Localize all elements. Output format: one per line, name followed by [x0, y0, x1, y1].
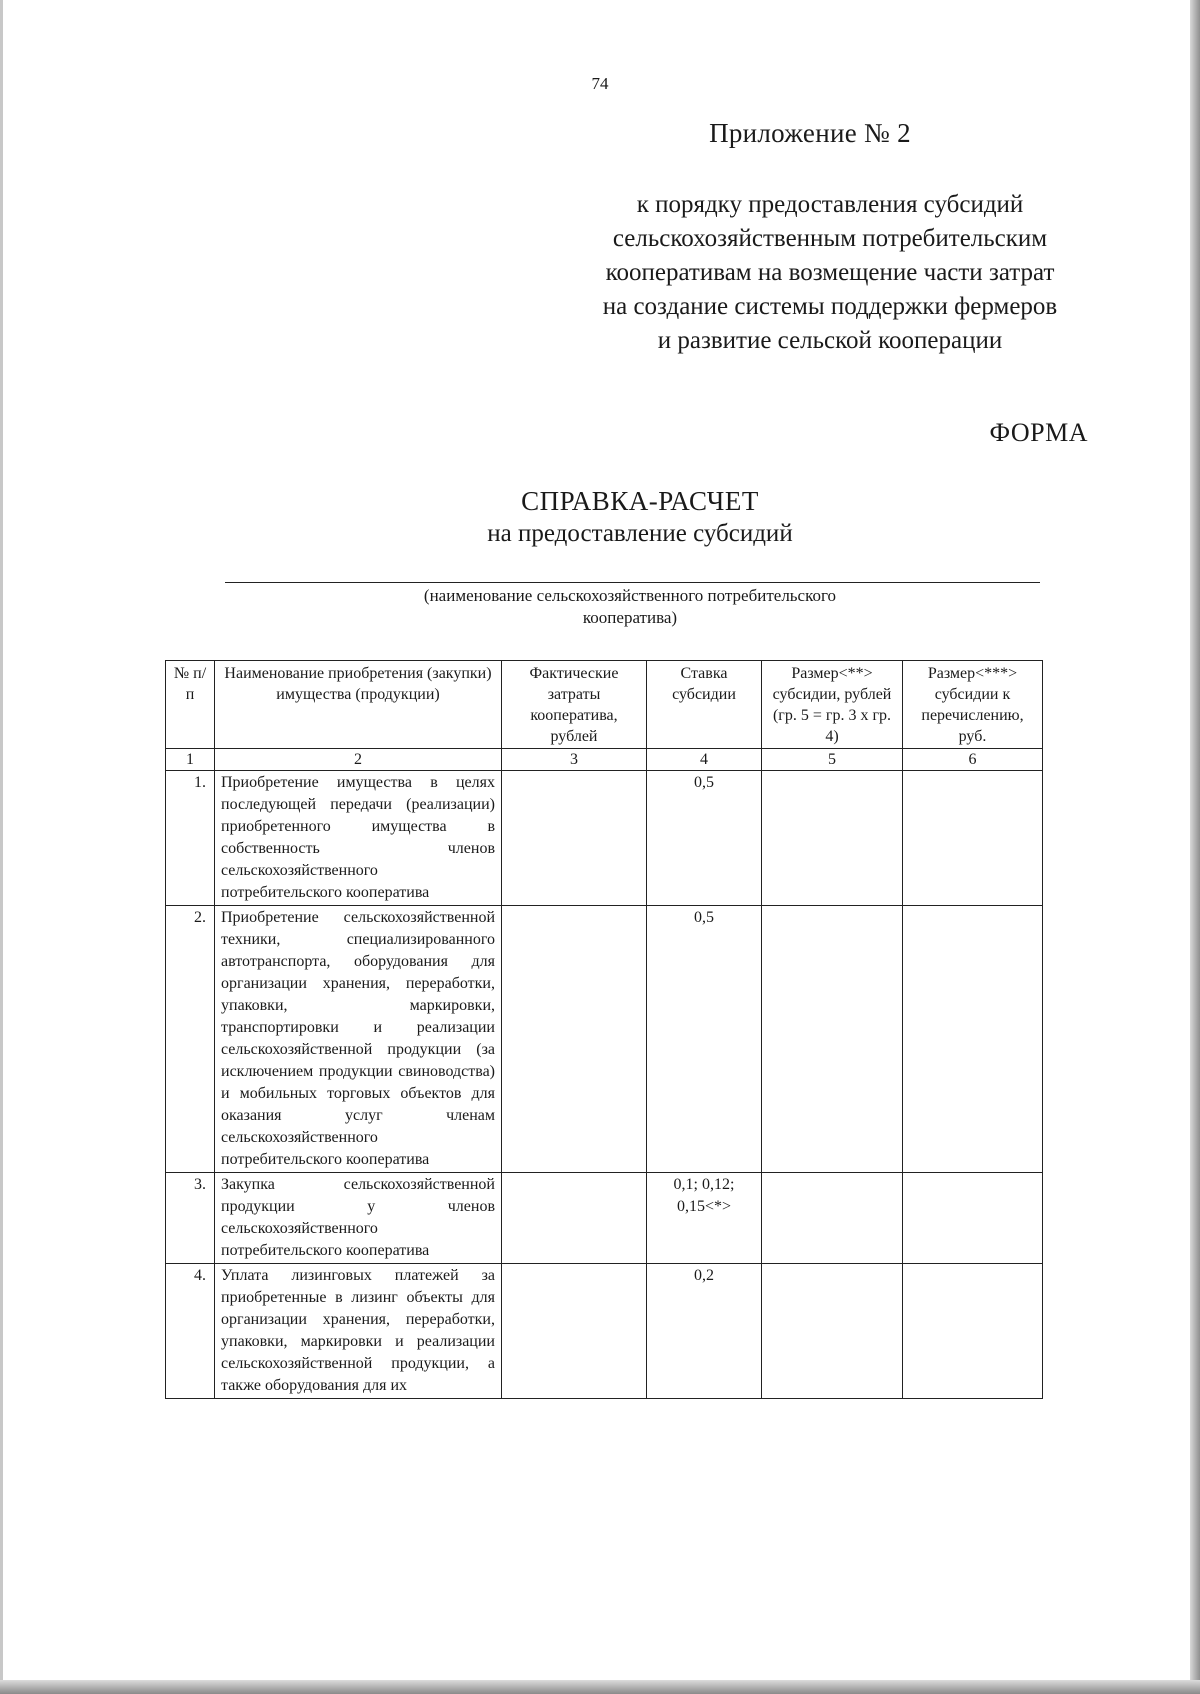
page-edge-right: [1190, 0, 1200, 1694]
row-transfer: [903, 906, 1043, 1173]
row-subsidy: [762, 771, 903, 906]
page-edge-left: [0, 0, 3, 1694]
header-cell: № п/п: [166, 661, 215, 749]
column-number: 4: [647, 749, 762, 771]
row-costs: [502, 771, 647, 906]
table-row: [166, 771, 1043, 906]
caption-line: кооператива): [582, 608, 678, 627]
header-cell: Фактические затраты кооператива, рублей: [502, 661, 647, 749]
appendix-subtitle-line: кооперативам на возмещение части затрат: [605, 259, 1055, 286]
row-costs: [502, 906, 647, 1173]
column-number: 6: [903, 749, 1043, 771]
row-rate: 0,2: [647, 1264, 762, 1399]
appendix-subtitle-line: на создание системы поддержки фермеров: [602, 293, 1058, 320]
page-number: 74: [591, 74, 609, 93]
cooperative-name-caption: [320, 585, 940, 629]
appendix-subtitle-line: сельскохозяйственным потребительским: [612, 225, 1048, 252]
header-cell: Наименование приобретения (закупки) имущества (продукции): [215, 661, 502, 749]
form-label: ФОРМА: [989, 418, 1088, 447]
row-transfer: [903, 771, 1043, 906]
caption-line: (наименование сельскохозяйственного потребительского: [423, 586, 837, 605]
row-name: Уплата лизинговых платежей за приобретенные в лизинг объекты для организации хранения, переработки, упаковки, маркировки и реализации сельскохозяйственной продукции, а также оборудования для их: [215, 1264, 502, 1399]
row-rate: 0,5: [647, 906, 762, 1173]
row-number: 2.: [166, 906, 215, 1173]
table-row: [166, 1264, 1043, 1399]
column-number: 2: [215, 749, 502, 771]
document-title: СПРАВКА-РАСЧЕТ: [521, 486, 759, 516]
table-header-row: [166, 661, 1043, 749]
column-number-row: [166, 749, 1043, 771]
row-subsidy: [762, 906, 903, 1173]
header-cell: Размер<**> субсидии, рублей (гр. 5 = гр. 3 х гр. 4): [762, 661, 903, 749]
row-name: Приобретение имущества в целях последующей передачи (реализации) приобретенного имущества в собственность членов сельскохозяйственного потребительского кооператива: [215, 771, 502, 906]
row-name: Закупка сельскохозяйственной продукции у членов сельскохозяйственного потребительского кооператива: [215, 1173, 502, 1264]
row-rate: 0,1; 0,12; 0,15<*>: [647, 1173, 762, 1264]
header-cell: Ставка субсидии: [647, 661, 762, 749]
row-costs: [502, 1264, 647, 1399]
row-number: 1.: [166, 771, 215, 906]
row-number: 3.: [166, 1173, 215, 1264]
row-number: 4.: [166, 1264, 215, 1399]
row-transfer: [903, 1264, 1043, 1399]
column-number: 3: [502, 749, 647, 771]
table-row: [166, 906, 1043, 1173]
document-subtitle: на предоставление субсидий: [487, 520, 793, 547]
row-name: Приобретение сельскохозяйственной техники, специализированного автотранспорта, оборудования для организации хранения, переработки, упаковки, маркировки, транспортировки и реализации сельскохозяйственной продукции (за исключением продукции свиноводства) и мобильных торговых объектов для оказания услуг членам сельскохозяйственного потребительского кооператива: [215, 906, 502, 1173]
row-transfer: [903, 1173, 1043, 1264]
column-number: 5: [762, 749, 903, 771]
calculation-table: [165, 660, 1043, 1399]
row-rate: 0,5: [647, 771, 762, 906]
appendix-subtitle: [540, 188, 1120, 358]
header-cell: Размер<***> субсидии к перечислению, руб.: [903, 661, 1043, 749]
row-subsidy: [762, 1173, 903, 1264]
appendix-title: Приложение № 2: [709, 118, 911, 148]
row-subsidy: [762, 1264, 903, 1399]
table-row: [166, 1173, 1043, 1264]
page-edge-bottom: [0, 1680, 1200, 1694]
appendix-subtitle-line: к порядку предоставления субсидий: [636, 191, 1024, 218]
appendix-subtitle-line: и развитие сельской кооперации: [657, 327, 1003, 354]
row-costs: [502, 1173, 647, 1264]
column-number: 1: [166, 749, 215, 771]
cooperative-name-line: [225, 582, 1040, 583]
